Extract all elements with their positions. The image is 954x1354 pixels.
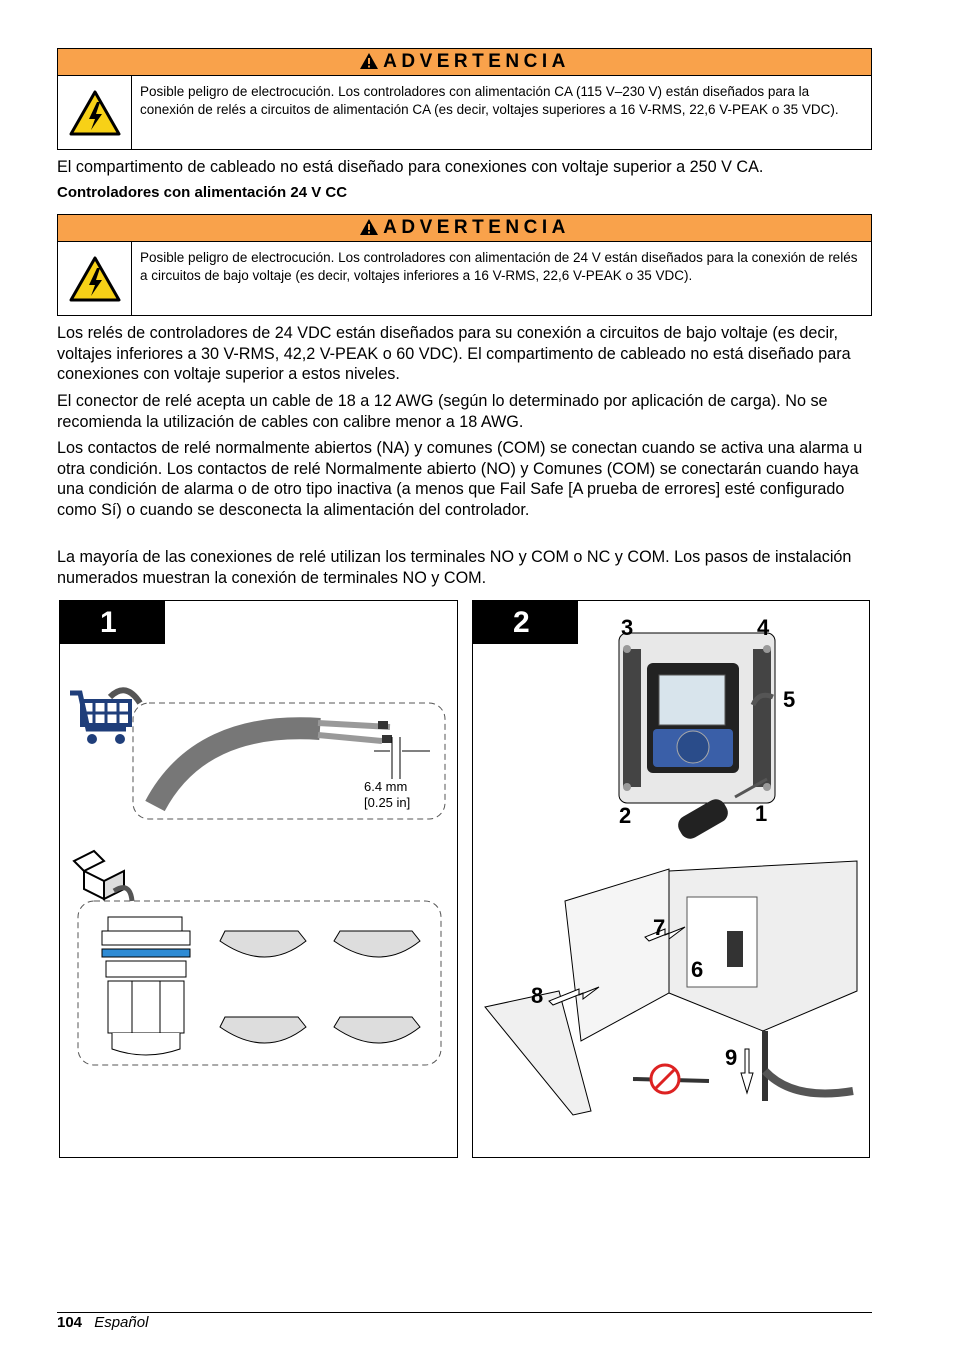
warning-triangle-icon bbox=[359, 52, 379, 70]
cable-illustration bbox=[155, 728, 320, 806]
open-box-icon bbox=[74, 851, 132, 901]
step-number-2: 2 bbox=[473, 601, 578, 644]
warning-box-2 bbox=[57, 214, 872, 316]
seal-plugs bbox=[220, 931, 420, 1043]
strip-length-in: [0.25 in] bbox=[364, 795, 411, 810]
step-number-1: 1 bbox=[60, 601, 165, 644]
footer-divider bbox=[57, 1312, 872, 1313]
page-number: 104 bbox=[57, 1314, 83, 1331]
page-footer bbox=[57, 1314, 148, 1331]
warning-box-1 bbox=[57, 48, 872, 150]
paragraph-24vdc-relays: Los relés de controladores de 24 VDC están diseñados para su conexión a circuitos de bajo voltaje (es decir, voltajes inferiores a 30 V-RMS, 42,2 V-PEAK o 60 VDC). El compartimento de cableado no está diseñado para conexiones con voltaje superior a estos niveles. bbox=[57, 324, 851, 384]
controller-front bbox=[619, 633, 775, 803]
figure-step-1 bbox=[59, 600, 458, 1158]
figure-step-2 bbox=[472, 600, 870, 1158]
footer-language: Español bbox=[94, 1314, 149, 1331]
warning-header-1: ADVERTENCIA bbox=[58, 49, 871, 76]
step-2-illustration bbox=[473, 601, 869, 1157]
warning-text-2: Posible peligro de electrocución. Los controladores con alimentación de 24 V están diseñados para la conexión de relés a circuitos de bajo voltaje (es decir, voltajes inferiores a 16 V-RMS, 22,6 V-PEAK o 35 VDC). bbox=[140, 250, 858, 283]
warning-text-1: Posible peligro de electrocución. Los controladores con alimentación CA (115 V–230 V) están diseñados para la conexión de relés a circuitos de alimentación CA (es decir, voltajes superiores a 16 V-RMS, 22,6 V-PEAK o 35 VDC). bbox=[140, 84, 839, 117]
shopping-cart-icon bbox=[70, 690, 140, 744]
electrical-hazard-icon bbox=[58, 242, 132, 315]
step-1-illustration bbox=[60, 601, 457, 1157]
paragraph-relay-contacts: Los contactos de relé normalmente abiertos (NA) y comunes (COM) se conectan cuando se activa una alarma u otra condición. Los contactos de relé Normalmente abierto (NO) y Comunes (COM) se conectarán cuando haya una condición de alarma o de otro tipo inactiva (a menos que Fail Safe [A prueba de errores] esté configurado como Sí) o cuando se desconecta la alimentación del controlador. bbox=[57, 439, 863, 519]
warning-triangle-icon bbox=[359, 218, 379, 236]
callout-4: 4 bbox=[757, 615, 770, 640]
callout-2: 2 bbox=[619, 803, 632, 828]
paragraph-compartment: El compartimento de cableado no está diseñado para conexiones con voltaje superior a 250 V CA. bbox=[57, 158, 764, 176]
callout-7: 7 bbox=[653, 915, 666, 940]
paragraph-terminals: La mayoría de las conexiones de relé utilizan los terminales NO y COM o NC y COM. Los pasos de instalación numerados muestran la conexión de terminales NO y COM. bbox=[57, 548, 852, 587]
callout-5: 5 bbox=[783, 687, 796, 712]
cable-gland-illustration bbox=[102, 917, 190, 1055]
electrical-hazard-icon bbox=[58, 76, 132, 149]
callout-8: 8 bbox=[531, 983, 544, 1008]
strip-length-mm: 6.4 mm bbox=[364, 779, 408, 794]
no-power-plug-icon bbox=[633, 1065, 709, 1093]
callout-1: 1 bbox=[755, 801, 768, 826]
subheading-24v: Controladores con alimentación 24 V CC bbox=[57, 184, 348, 201]
callout-9: 9 bbox=[725, 1045, 738, 1070]
callout-6: 6 bbox=[691, 957, 704, 982]
warning-header-2: ADVERTENCIA bbox=[58, 215, 871, 242]
callout-3: 3 bbox=[621, 615, 634, 640]
paragraph-wire-gauge: El conector de relé acepta un cable de 18 a 12 AWG (según lo determinado por aplicación de carga). No se recomienda la utilización de cables con calibre menor a 18 AWG. bbox=[57, 392, 828, 431]
